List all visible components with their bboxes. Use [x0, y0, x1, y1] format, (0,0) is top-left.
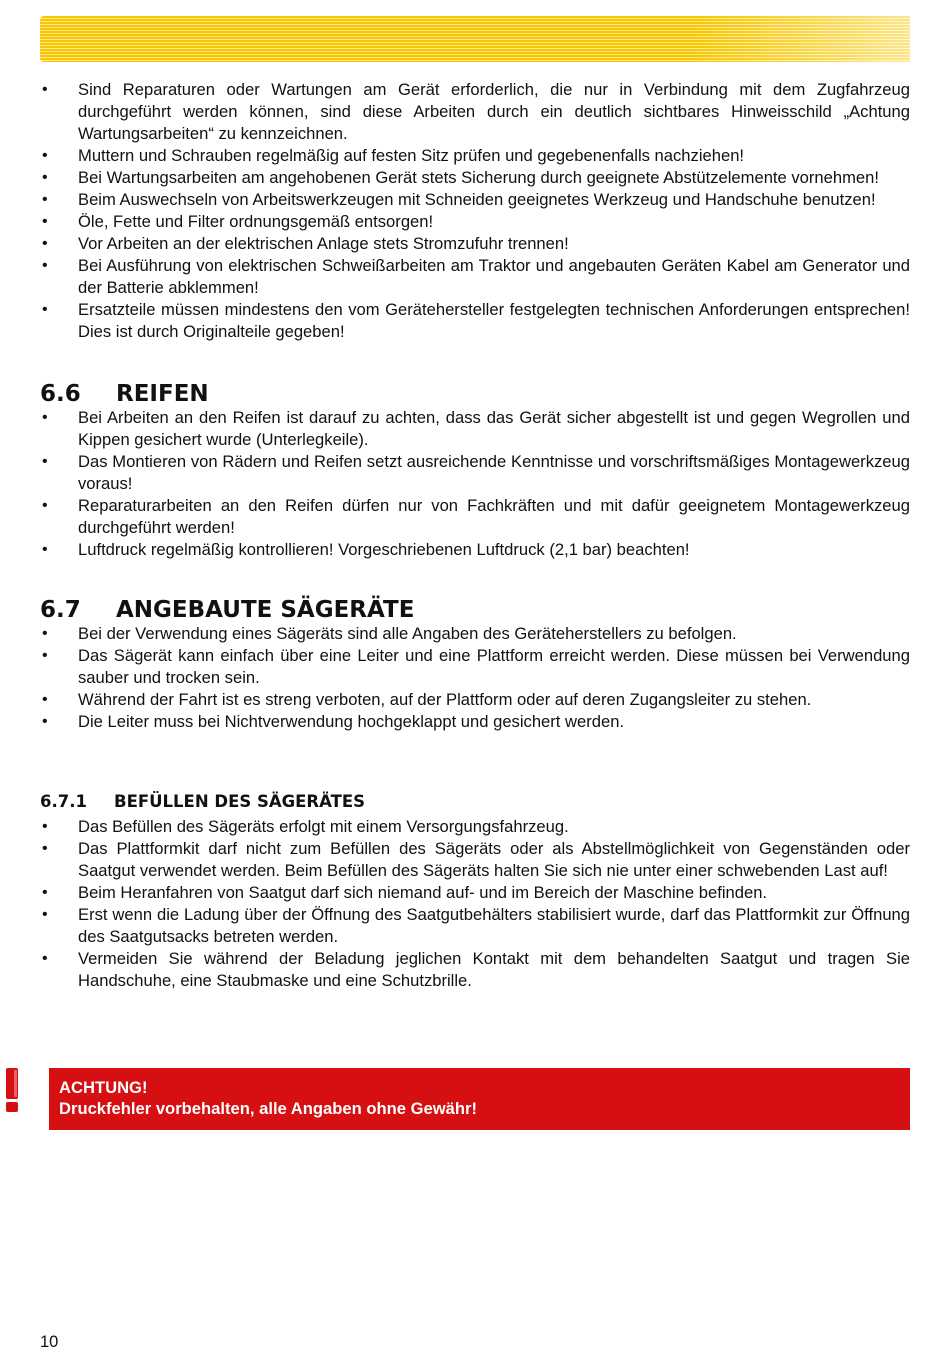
section-number: 6.6 [40, 381, 81, 407]
list-item: • Muttern und Schrauben regelmäßig auf festen Sitz prüfen und gegebenenfalls nachziehen! [40, 145, 910, 167]
saegeraete-bullet-list [40, 623, 910, 733]
list-item: • Das Befüllen des Sägeräts erfolgt mit einem Versorgungsfahrzeug. [40, 816, 910, 838]
list-item: • Sind Reparaturen oder Wartungen am Gerät erforderlich, die nur in Verbindung mit dem Zugfahrzeug durchgeführt werden können, sind diese Arbeiten durch ein deutlich sichtbares Hinweisschild „Achtung Wartungsarbeiten“ zu kennzeichnen. [40, 79, 910, 145]
section-title: ANGEBAUTE SÄGERÄTE [116, 597, 415, 623]
list-item: • Das Sägerät kann einfach über eine Leiter und eine Plattform erreicht werden. Diese müssen bei Verwendung sauber und trocken sein. [40, 645, 910, 689]
section-heading-reifen [40, 379, 910, 409]
page-number: 10 [40, 1333, 59, 1351]
list-item: • Ersatzteile müssen mindestens den vom Gerätehersteller festgelegten technischen Anforderungen entsprechen! Dies ist durch Originalteile gegeben! [40, 299, 910, 343]
subsection-title: BEFÜLLEN DES SÄGERÄTES [114, 792, 366, 811]
list-item: • Luftdruck regelmäßig kontrollieren! Vorgeschriebenen Luftdruck (2,1 bar) beachten! [40, 539, 910, 561]
section-number: 6.7 [40, 597, 81, 623]
list-item: • Reparaturarbeiten an den Reifen dürfen nur von Fachkräften und mit dafür geeignetem Montagewerkzeug durchgeführt werden! [40, 495, 910, 539]
list-item: • Die Leiter muss bei Nichtverwendung hochgeklappt und gesichert werden. [40, 711, 910, 733]
section-heading-saegeraete [40, 595, 910, 625]
befuellen-bullet-list [40, 816, 910, 992]
list-item: • Vor Arbeiten an der elektrischen Anlage stets Stromzufuhr trennen! [40, 233, 910, 255]
list-item: • Beim Auswechseln von Arbeitswerkzeugen mit Schneiden geeignetes Werkzeug und Handschuhe benutzen! [40, 189, 910, 211]
list-item: • Während der Fahrt ist es streng verboten, auf der Plattform oder auf deren Zugangsleiter zu stehen. [40, 689, 910, 711]
subsection-heading-befuellen [40, 791, 910, 813]
list-item: • Beim Heranfahren von Saatgut darf sich niemand auf- und im Bereich der Maschine befinden. [40, 882, 910, 904]
section-title: REIFEN [116, 381, 209, 407]
warning-box [49, 1068, 910, 1130]
reifen-bullet-list [40, 407, 910, 561]
list-item: • Bei Ausführung von elektrischen Schweißarbeiten am Traktor und angebauten Geräten Kabel am Generator und der Batterie abklemmen! [40, 255, 910, 299]
list-item: • Bei Wartungsarbeiten am angehobenen Gerät stets Sicherung durch geeignete Abstützelemente vornehmen! [40, 167, 910, 189]
exclamation-icon [3, 1068, 21, 1112]
list-item: • Bei Arbeiten an den Reifen ist darauf zu achten, dass das Gerät sicher abgestellt ist und gegen Wegrollen und Kippen gesichert wurde (Unterlegkeile). [40, 407, 910, 451]
warning-text: Druckfehler vorbehalten, alle Angaben ohne Gewähr! [59, 1099, 478, 1118]
warning-title: ACHTUNG! [59, 1078, 148, 1097]
intro-bullet-list [40, 79, 910, 343]
subsection-number: 6.7.1 [40, 792, 87, 811]
header-band [40, 16, 910, 62]
list-item: • Öle, Fette und Filter ordnungsgemäß entsorgen! [40, 211, 910, 233]
list-item: • Erst wenn die Ladung über der Öffnung des Saatgutbehälters stabilisiert wurde, darf das Plattformkit zur Öffnung des Saatgutsacks betreten werden. [40, 904, 910, 948]
list-item: • Vermeiden Sie während der Beladung jeglichen Kontakt mit dem behandelten Saatgut und tragen Sie Handschuhe, eine Staubmaske und eine Schutzbrille. [40, 948, 910, 992]
page-content [40, 79, 910, 992]
list-item: • Das Montieren von Rädern und Reifen setzt ausreichende Kenntnisse und vorschriftsmäßiges Montagewerkzeug voraus! [40, 451, 910, 495]
list-item: • Bei der Verwendung eines Sägeräts sind alle Angaben des Geräteherstellers zu befolgen. [40, 623, 910, 645]
list-item: • Das Plattformkit darf nicht zum Befüllen des Sägeräts oder als Abstellmöglichkeit von Gegenständen oder Saatgut verwendet werden. Beim Befüllen des Sägeräts halten Sie sich nie unter einer schwebenden Last auf! [40, 838, 910, 882]
